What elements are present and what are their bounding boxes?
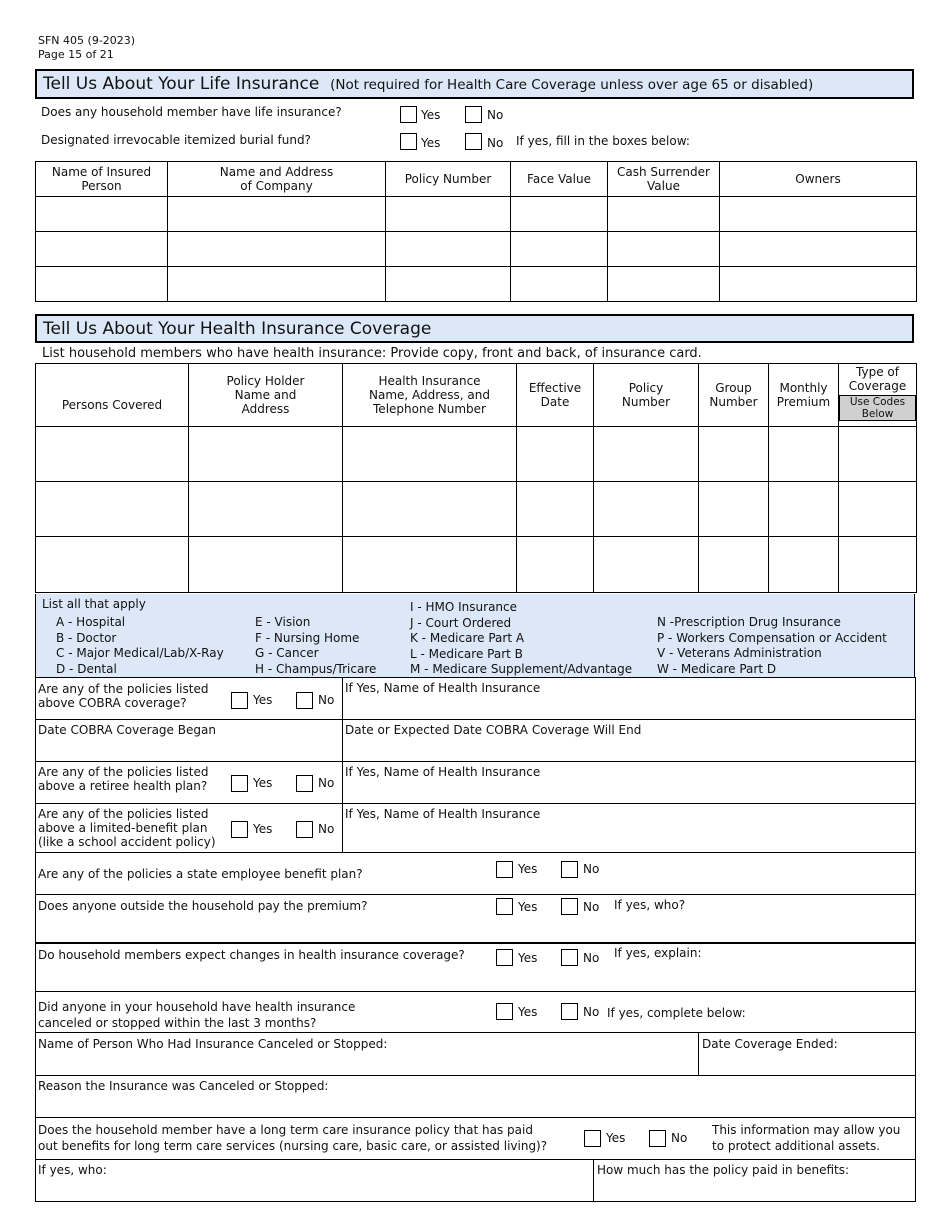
date-coverage-ended-label: Date Coverage Ended:	[702, 1037, 838, 1051]
code-b: B - Doctor	[56, 630, 117, 645]
page-number: Page 15 of 21	[38, 48, 114, 61]
cancel-reason-label: Reason the Insurance was Canceled or Stopped:	[38, 1079, 329, 1093]
cobra-yes-label: Yes	[253, 693, 273, 707]
codes-column-1	[56, 615, 224, 677]
col-health-insurance: Health Insurance Name, Address, and Telephone Number	[343, 364, 517, 427]
retiree-no-checkbox[interactable]	[296, 775, 313, 792]
cobra-insurance-name-label: If Yes, Name of Health Insurance	[345, 681, 541, 695]
health-insurance-header	[35, 314, 914, 343]
life-q1-yes-checkbox[interactable]	[400, 106, 417, 123]
canceled-yes-label: Yes	[518, 1005, 538, 1019]
cobra-began-label: Date COBRA Coverage Began	[38, 723, 216, 737]
code-h: H - Champus/Tricare	[255, 661, 377, 676]
life-insurance-subtitle: (Not required for Health Care Coverage unless over age 65 or disabled)	[330, 77, 814, 93]
codes-column-3	[410, 600, 632, 678]
life-insurance-title: Tell Us About Your Life Insurance	[43, 74, 320, 94]
cobra-no-checkbox[interactable]	[296, 692, 313, 709]
canceled-yes-checkbox[interactable]	[496, 1003, 513, 1020]
canceled-person-label: Name of Person Who Had Insurance Canceled or Stopped:	[38, 1037, 388, 1051]
state-yes-checkbox[interactable]	[496, 861, 513, 878]
code-d: D - Dental	[56, 661, 117, 676]
divider	[35, 803, 915, 804]
canceled-no-checkbox[interactable]	[561, 1003, 578, 1020]
divider	[35, 852, 915, 853]
life-q1-no-label: No	[487, 108, 504, 122]
outside-payer-question: Does anyone outside the household pay the premium?	[38, 899, 368, 913]
retiree-yes-label: Yes	[253, 776, 273, 790]
coverage-changes-question: Do household members expect changes in health insurance coverage?	[38, 948, 465, 962]
life-q1-label: Does any household member have life insurance?	[41, 105, 342, 119]
cobra-question: Are any of the policies listed above COBRA coverage?	[38, 682, 209, 710]
ltc-no-checkbox[interactable]	[649, 1130, 666, 1147]
life-insurance-table	[35, 161, 917, 302]
state-employee-question: Are any of the policies a state employee benefit plan?	[38, 867, 363, 881]
life-q2-no-checkbox[interactable]	[465, 133, 482, 150]
life-q2-note: If yes, fill in the boxes below:	[516, 134, 690, 148]
retiree-no-label: No	[318, 776, 335, 790]
state-no-label: No	[583, 862, 600, 876]
code-w: W - Medicare Part D	[657, 661, 777, 676]
col-owners: Owners	[720, 162, 917, 197]
limited-yes-checkbox[interactable]	[231, 821, 248, 838]
changes-yes-label: Yes	[518, 951, 538, 965]
code-m: M - Medicare Supplement/Advantage	[410, 662, 633, 677]
life-q2-yes-label: Yes	[421, 136, 441, 150]
health-insurance-title: Tell Us About Your Health Insurance Coverage	[43, 319, 432, 339]
col-face-value: Face Value	[511, 162, 608, 197]
code-f: F - Nursing Home	[255, 630, 360, 645]
code-k: K - Medicare Part A	[410, 631, 525, 646]
code-g: G - Cancer	[255, 646, 319, 661]
divider	[35, 1117, 915, 1118]
health-insurance-table	[35, 363, 917, 593]
coverage-codes-legend	[35, 594, 915, 678]
col-group-number: Group Number	[699, 364, 769, 427]
changes-explain-label: If yes, explain:	[614, 946, 702, 960]
life-q2-label: Designated irrevocable itemized burial fund?	[41, 133, 311, 147]
ltc-note: This information may allow you to protect additional assets.	[712, 1123, 901, 1153]
retiree-yes-checkbox[interactable]	[231, 775, 248, 792]
outside-yes-label: Yes	[518, 900, 538, 914]
divider	[698, 1032, 699, 1075]
limited-no-checkbox[interactable]	[296, 821, 313, 838]
health-instruction: List household members who have health insurance: Provide copy, front and back, of insurance card.	[42, 346, 702, 361]
col-type-of-coverage: Type of Coverage Use Codes Below	[839, 364, 917, 427]
retiree-insurance-name-label: If Yes, Name of Health Insurance	[345, 765, 541, 779]
outside-who-label: If yes, who?	[614, 898, 686, 912]
divider	[35, 719, 915, 720]
ltc-no-label: No	[671, 1131, 688, 1145]
divider	[35, 1159, 915, 1160]
col-monthly-premium: Monthly Premium	[769, 364, 839, 427]
table-row	[36, 267, 917, 302]
life-insurance-header	[35, 69, 914, 99]
life-q1-no-checkbox[interactable]	[465, 106, 482, 123]
retiree-question: Are any of the policies listed above a retiree health plan?	[38, 765, 209, 793]
outside-yes-checkbox[interactable]	[496, 898, 513, 915]
life-q2-yes-checkbox[interactable]	[400, 133, 417, 150]
canceled-no-label: No	[583, 1005, 600, 1019]
table-row	[36, 197, 917, 232]
ltc-yes-checkbox[interactable]	[584, 1130, 601, 1147]
changes-no-checkbox[interactable]	[561, 949, 578, 966]
table-row	[36, 232, 917, 267]
code-a: A - Hospital	[56, 615, 126, 629]
cobra-no-label: No	[318, 693, 335, 707]
col-insured: Name of Insured Person	[36, 162, 168, 197]
changes-yes-checkbox[interactable]	[496, 949, 513, 966]
divider	[35, 894, 915, 895]
ltc-paid-label: How much has the policy paid in benefits:	[597, 1163, 850, 1177]
code-i: I - HMO Insurance	[410, 600, 518, 614]
canceled-complete-label: If yes, complete below:	[607, 1006, 746, 1020]
divider	[35, 761, 915, 762]
code-p: P - Workers Compensation or Accident	[657, 630, 887, 645]
divider	[35, 1075, 915, 1076]
cobra-end-label: Date or Expected Date COBRA Coverage Will End	[345, 723, 642, 737]
divider	[35, 1032, 915, 1033]
divider	[35, 991, 915, 992]
divider	[342, 677, 343, 853]
code-v: V - Veterans Administration	[657, 646, 822, 661]
col-persons-covered: Persons Covered	[36, 364, 189, 427]
outside-no-checkbox[interactable]	[561, 898, 578, 915]
changes-no-label: No	[583, 951, 600, 965]
col-company: Name and Address of Company	[168, 162, 386, 197]
state-yes-label: Yes	[518, 862, 538, 876]
table-row	[36, 427, 917, 482]
codes-heading: List all that apply	[42, 597, 146, 611]
col-policy-number: Policy Number	[386, 162, 511, 197]
ltc-who-label: If yes, who:	[38, 1163, 107, 1177]
codes-column-2	[255, 615, 376, 677]
col-cash-surrender: Cash Surrender Value	[608, 162, 720, 197]
code-j: J - Court Ordered	[410, 615, 512, 630]
limited-no-label: No	[318, 822, 335, 836]
limited-insurance-name-label: If Yes, Name of Health Insurance	[345, 807, 541, 821]
ltc-yes-label: Yes	[606, 1131, 626, 1145]
col-effective-date: Effective Date	[517, 364, 594, 427]
table-row	[36, 537, 917, 593]
code-l: L - Medicare Part B	[410, 646, 523, 661]
canceled-question: Did anyone in your household have health insurance canceled or stopped within the last 3 months?	[38, 1000, 356, 1030]
codes-column-4	[657, 615, 887, 677]
use-codes-note: Use Codes Below	[839, 395, 916, 421]
code-c: C - Major Medical/Lab/X-Ray	[56, 646, 224, 661]
life-q1-yes-label: Yes	[421, 108, 441, 122]
cobra-yes-checkbox[interactable]	[231, 692, 248, 709]
code-n: N -Prescription Drug Insurance	[657, 615, 841, 629]
form-number: SFN 405 (9-2023)	[38, 34, 136, 47]
life-q2-no-label: No	[487, 136, 504, 150]
table-row	[36, 482, 917, 537]
ltc-question: Does the household member have a long term care insurance policy that has paid out benefits for long term care services (nursing care, basic care, or assisted living)?	[38, 1123, 548, 1153]
col-policy-holder: Policy Holder Name and Address	[189, 364, 343, 427]
col-policy-number: Policy Number	[594, 364, 699, 427]
divider	[593, 1159, 594, 1202]
outside-no-label: No	[583, 900, 600, 914]
code-e: E - Vision	[255, 615, 311, 629]
divider	[35, 942, 915, 944]
state-no-checkbox[interactable]	[561, 861, 578, 878]
limited-benefit-question: Are any of the policies listed above a limited-benefit plan (like a school accident policy)	[38, 807, 216, 849]
limited-yes-label: Yes	[253, 822, 273, 836]
